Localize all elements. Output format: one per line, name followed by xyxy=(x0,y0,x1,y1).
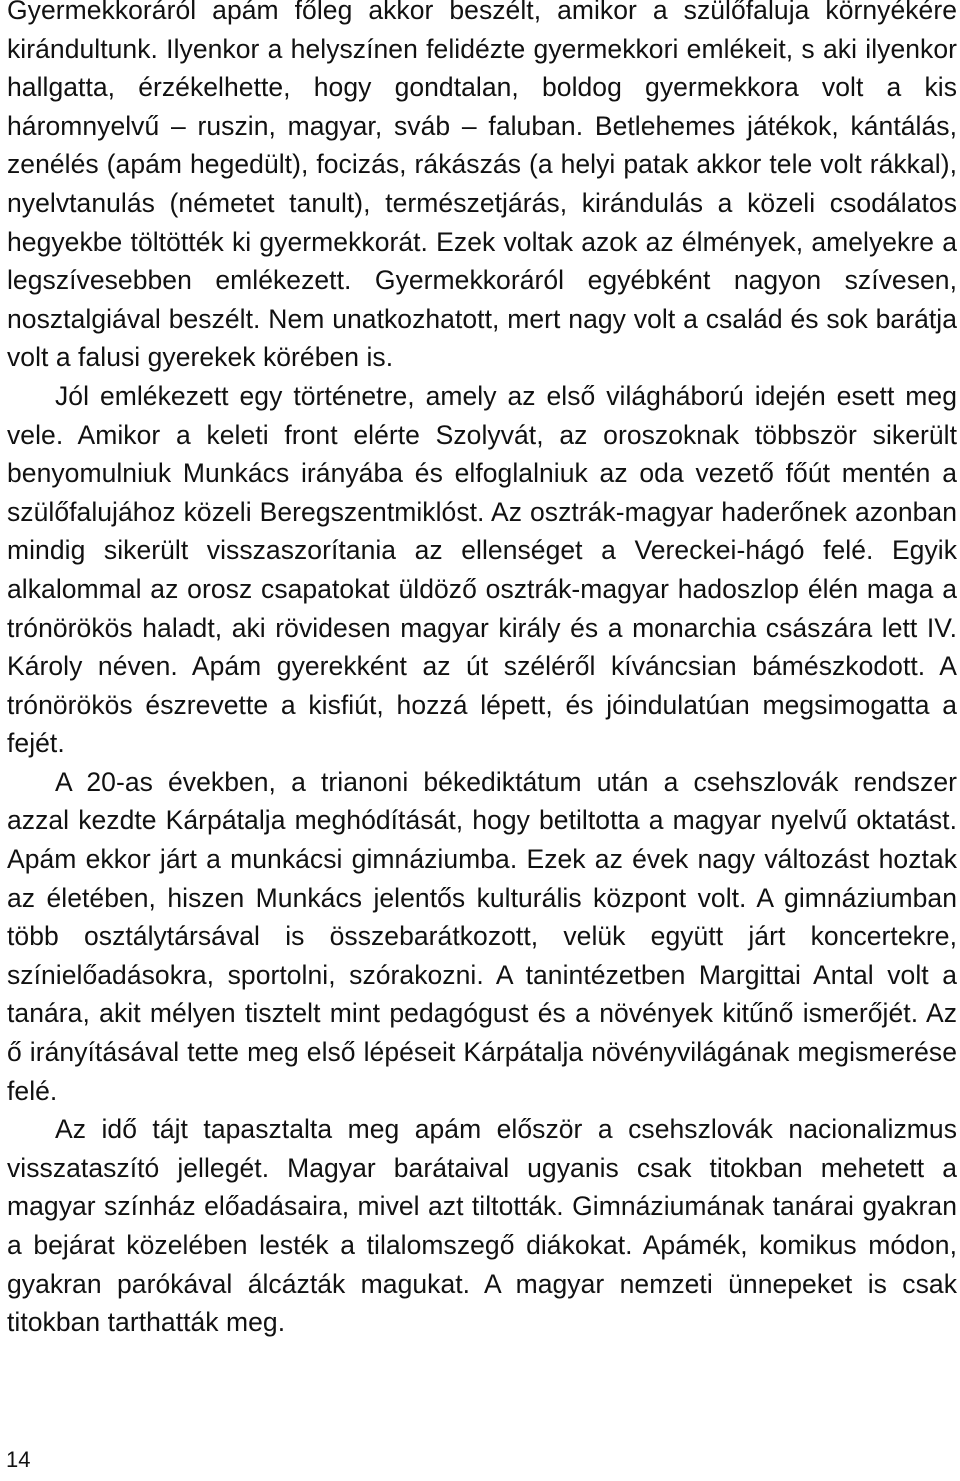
paragraph-nationalism: Az idő tájt tapasztalta meg apám először a csehszlovák nacionalizmus visszataszító jellegét. Magyar barátaival ugyanis csak titokban mehetett a magyar színház előadásaira, mivel azt tiltották. Gimnáziumának tanárai gyakran a bejárat közelében lesték a tilalomszegő diákokat. Apámék, komikus módon, gyakran parókával álcázták magukat. A magyar nemzeti ünnepeket is csak titokban tarthatták meg. xyxy=(7,1114,957,1338)
text-body xyxy=(7,0,957,1342)
page-number: 14 xyxy=(6,1447,31,1472)
paragraph-gymnasium-years: A 20-as években, a trianoni békediktátum után a csehszlovák rendszer azzal kezdte Kárpátalja meghódítását, hogy betiltotta a magyar nyelvű oktatást. Apám ekkor járt a munkácsi gimnáziumba. Ezek az évek nagy változást hoztak az életében, hiszen Munkács jelentős kulturális központ volt. A gimnáziumban több osztálytársával is összebarátkozott, velük együtt járt koncertekre, színielőadásokra, sportolni, szórakozni. A tanintézetben Margittai Antal volt a tanára, akit mélyen tisztelt mint pedagógust és a növények kitűnő ismerőjét. Az ő irányításával tette meg első lépéseit Kárpátalja növényvilágának megismerése felé. xyxy=(7,766,957,1106)
paragraph-childhood: Gyermekkoráról apám főleg akkor beszélt, amikor a szülőfaluja környékére kirándultunk. Ilyenkor a helyszínen felidézte gyermekkori emlékeit, s aki ilyenkor hallgatta, érzékelhette, hogy gondtalan, boldog gyermekkora volt a kis háromnyelvű – ruszin, magyar, sváb – faluban. Betlehemes játékok, kántálás, zenélés (apám hegedült), focizás, rákászás (a helyi patak akkor tele volt rákkal), nyelvtanulás (németet tanult), természetjárás, kirándulás a közeli csodálatos hegyekbe töltötték ki gyermekkorát. Ezek voltak azok az élmények, amelyekre a legszívesebben emlékezett. Gyermekkoráról egyébként nagyon szívesen, nosztalgiával beszélt. Nem unatkozhatott, mert nagy volt a család és sok barátja volt a falusi gyerekek körében is. xyxy=(7,0,957,373)
paragraph-world-war-story: Jól emlékezett egy történetre, amely az első világháború idején esett meg vele. Amikor a keleti front elérte Szolyvát, az oroszoknak többször sikerült benyomulniuk Munkács irányába és elfoglalniuk az oda vezető főút mentén a szülőfalujához közeli Beregszentmiklóst. Az osztrák-magyar haderőnek azonban mindig sikerült visszaszorítania az ellenséget a Vereckei-hágó felé. Egyik alkalommal az orosz csapatokat üldöző osztrák-magyar hadoszlop élén maga a trónörökös haladt, aki rövidesen magyar király és a monarchia császára lett IV. Károly néven. Apám gyerekként az út széléről kíváncsian bámészkodott. A trónörökös észrevette a kisfiút, hozzá lépett, és jóindulatúan megsimogatta a fejét. xyxy=(7,380,957,759)
